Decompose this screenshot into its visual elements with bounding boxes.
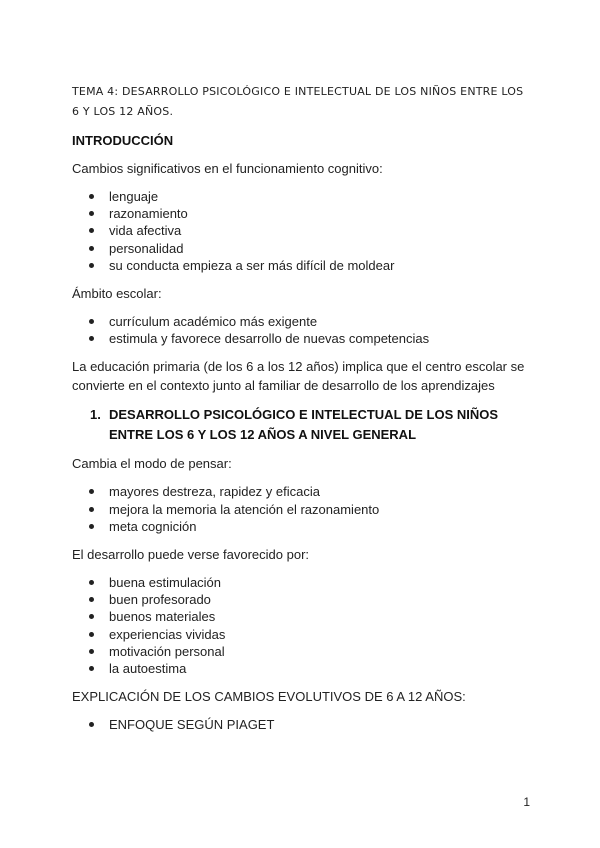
bullet-icon — [89, 228, 94, 233]
list-item-text: razonamiento — [109, 206, 188, 222]
document-body — [72, 82, 532, 743]
list-item — [72, 626, 532, 643]
bullet-icon — [89, 614, 94, 619]
enfoque-list — [72, 716, 532, 733]
list-item-text: su conducta empieza a ser más difícil de moldear — [109, 257, 395, 273]
ambito-list — [72, 313, 532, 347]
bullet-icon — [89, 580, 94, 585]
pensar-list — [72, 483, 532, 535]
tema-title: TEMA 4: DESARROLLO PSICOLÓGICO E INTELECTUAL DE LOS NIÑOS ENTRE LOS 6 Y LOS 12 AÑOS. — [72, 85, 524, 118]
list-item — [72, 660, 532, 677]
explicacion-heading: EXPLICACIÓN DE LOS CAMBIOS EVOLUTIVOS DE 6 A 12 AÑOS: — [72, 689, 466, 705]
list-item-text: ENFOQUE SEGÚN PIAGET — [109, 717, 275, 733]
list-item-text: experiencias vividas — [109, 626, 226, 642]
favorecido-intro: El desarrollo puede verse favorecido por: — [72, 547, 310, 563]
list-item — [72, 257, 532, 274]
list-item — [72, 330, 532, 347]
bullet-icon — [89, 489, 94, 494]
bullet-icon — [89, 632, 94, 637]
list-item — [72, 643, 532, 660]
bullet-icon — [89, 336, 94, 341]
bullet-icon — [89, 649, 94, 654]
ambito-intro: Ámbito escolar: — [72, 286, 162, 302]
section-1-heading — [72, 405, 532, 445]
page-number: 1 — [523, 795, 530, 809]
bullet-icon — [89, 319, 94, 324]
list-item-text: buenos materiales — [109, 609, 216, 625]
bullet-icon — [89, 263, 94, 268]
list-item — [72, 591, 532, 608]
bullet-icon — [89, 666, 94, 671]
list-item-text: buena estimulación — [109, 575, 222, 591]
bullet-icon — [89, 507, 94, 512]
bullet-icon — [89, 211, 94, 216]
list-item — [72, 483, 532, 500]
list-item-text: estimula y favorece desarrollo de nuevas competencias — [109, 331, 430, 347]
list-item-text: mejora la memoria la atención el razonamiento — [109, 501, 380, 517]
pensar-intro: Cambia el modo de pensar: — [72, 456, 232, 472]
list-item-text: meta cognición — [109, 518, 197, 534]
section-1-title: DESARROLLO PSICOLÓGICO E INTELECTUAL DE LOS NIÑOS ENTRE LOS 6 Y LOS 12 AÑOS A NIVEL GENERAL — [109, 407, 499, 443]
bullet-icon — [89, 246, 94, 251]
list-item — [72, 240, 532, 257]
cambios-intro: Cambios significativos en el funcionamiento cognitivo: — [72, 161, 383, 176]
section-1-number: 1. — [90, 407, 101, 423]
favorecido-list — [72, 574, 532, 677]
list-item — [72, 188, 532, 205]
list-item — [72, 313, 532, 330]
list-item — [72, 716, 532, 733]
list-item — [72, 574, 532, 591]
bullet-icon — [89, 524, 94, 529]
list-item — [72, 518, 532, 535]
list-item-text: lenguaje — [109, 189, 159, 204]
list-item-text: vida afectiva — [109, 223, 182, 239]
list-item — [72, 205, 532, 222]
list-item-text: mayores destreza, rapidez y eficacia — [109, 484, 320, 500]
list-item-text: buen profesorado — [109, 592, 211, 608]
cambios-list — [72, 188, 532, 274]
bullet-icon — [89, 194, 94, 199]
bullet-icon — [89, 597, 94, 602]
list-item-text: personalidad — [109, 240, 184, 256]
list-item-text: motivación personal — [109, 643, 225, 659]
list-item — [72, 222, 532, 239]
educacion-paragraph: La educación primaria (de los 6 a los 12 años) implica que el centro escolar se convierte en el contexto junto al familiar de desarrollo de los aprendizajes — [72, 359, 525, 394]
bullet-icon — [89, 722, 94, 727]
list-item — [72, 608, 532, 625]
list-item-text: currículum académico más exigente — [109, 314, 318, 330]
list-item-text: la autoestima — [109, 661, 187, 677]
list-item — [72, 501, 532, 518]
intro-heading: INTRODUCCIÓN — [72, 133, 174, 148]
